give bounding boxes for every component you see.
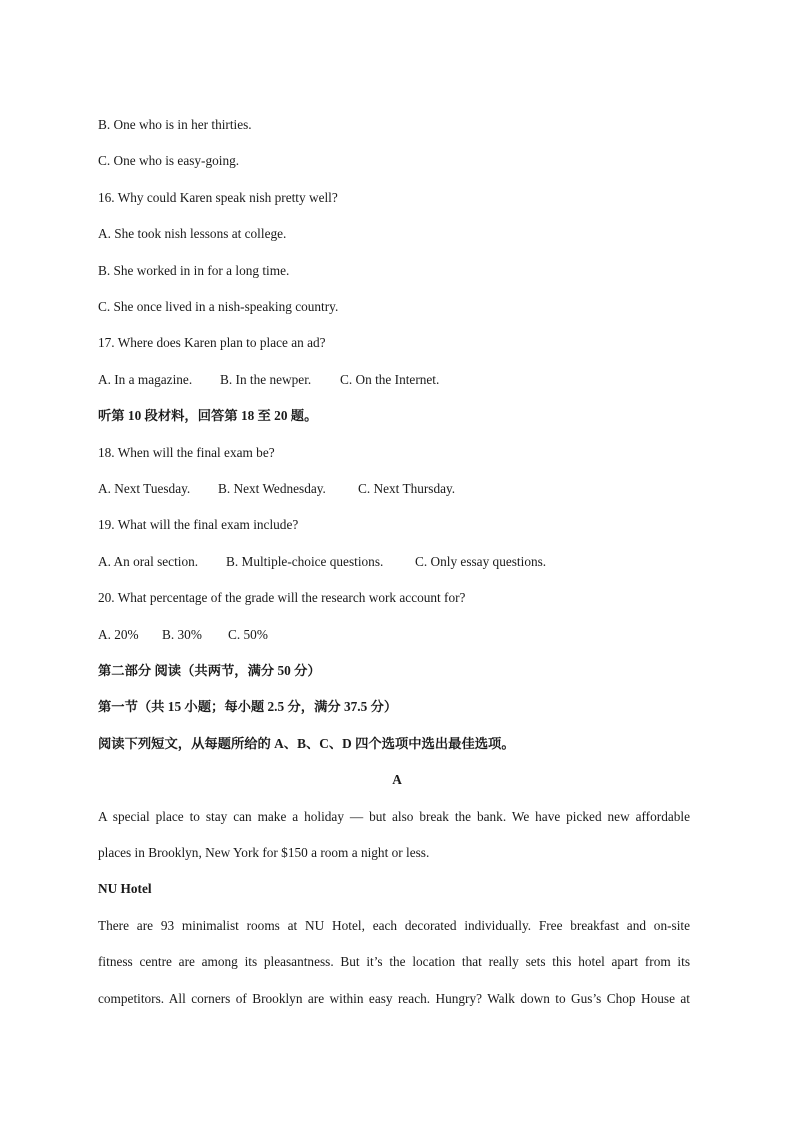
- section-1-heading: 第一节（共 15 小题；每小题 2.5 分，满分 37.5 分）: [98, 699, 398, 714]
- hotel-name-heading: NU Hotel: [98, 881, 152, 896]
- reading-instruction: 阅读下列短文，从每题所给的 A、B、C、D 四个选项中选出最佳选项。: [98, 736, 515, 751]
- q17-option-c: C. On the Internet.: [340, 372, 440, 387]
- q18-question: 18. When will the final exam be?: [98, 445, 275, 460]
- q20-option-a: A. 20%: [98, 627, 139, 642]
- q16-option-a: A. She took nish lessons at college.: [98, 226, 287, 241]
- q19-options: [98, 553, 546, 571]
- q18-options: [98, 480, 455, 498]
- section-10-heading: 听第 10 段材料，回答第 18 至 20 题。: [98, 408, 318, 423]
- q19-option-c: C. Only essay questions.: [415, 554, 547, 569]
- q17-options: [98, 371, 439, 389]
- q17-option-a: A. In a magazine.: [98, 372, 193, 387]
- q19-option-b: B. Multiple-choice questions.: [226, 554, 384, 569]
- passage-label: A: [392, 772, 402, 787]
- passage-intro-line-2: places in Brooklyn, New York for $150 a room a night or less.: [98, 845, 430, 860]
- q20-option-c: C. 50%: [228, 627, 268, 642]
- hotel-body-line-3: competitors. All corners of Brooklyn are within easy reach. Hungry? Walk down to Gus’s Chop House at: [98, 991, 690, 1006]
- q16-option-b: B. She worked in in for a long time.: [98, 263, 290, 278]
- q15-option-b: B. One who is in her thirties.: [98, 117, 252, 132]
- q17-question: 17. Where does Karen plan to place an ad?: [98, 335, 326, 350]
- q15-option-c: C. One who is easy-going.: [98, 153, 240, 168]
- q16-option-c: C. She once lived in a nish-speaking country.: [98, 299, 339, 314]
- passage-intro-line-1: A special place to stay can make a holiday — but also break the bank. We have picked new affordable: [98, 809, 690, 824]
- q20-options: [98, 626, 268, 644]
- hotel-body-line-1: There are 93 minimalist rooms at NU Hotel, each decorated individually. Free breakfast and on-site: [98, 918, 690, 933]
- q20-question: 20. What percentage of the grade will the research work account for?: [98, 590, 466, 605]
- q17-option-b: B. In the newper.: [220, 372, 312, 387]
- q20-option-b: B. 30%: [162, 627, 202, 642]
- part-2-heading: 第二部分 阅读（共两节，满分 50 分）: [98, 663, 321, 678]
- q18-option-b: B. Next Wednesday.: [218, 481, 326, 496]
- q19-question: 19. What will the final exam include?: [98, 517, 299, 532]
- hotel-body-line-2: fitness centre are among its pleasantness. But it’s the location that really sets this hotel apart from its: [98, 954, 690, 969]
- q19-option-a: A. An oral section.: [98, 554, 199, 569]
- q18-option-c: C. Next Thursday.: [358, 481, 456, 496]
- q18-option-a: A. Next Tuesday.: [98, 481, 191, 496]
- q16-question: 16. Why could Karen speak nish pretty well?: [98, 190, 338, 205]
